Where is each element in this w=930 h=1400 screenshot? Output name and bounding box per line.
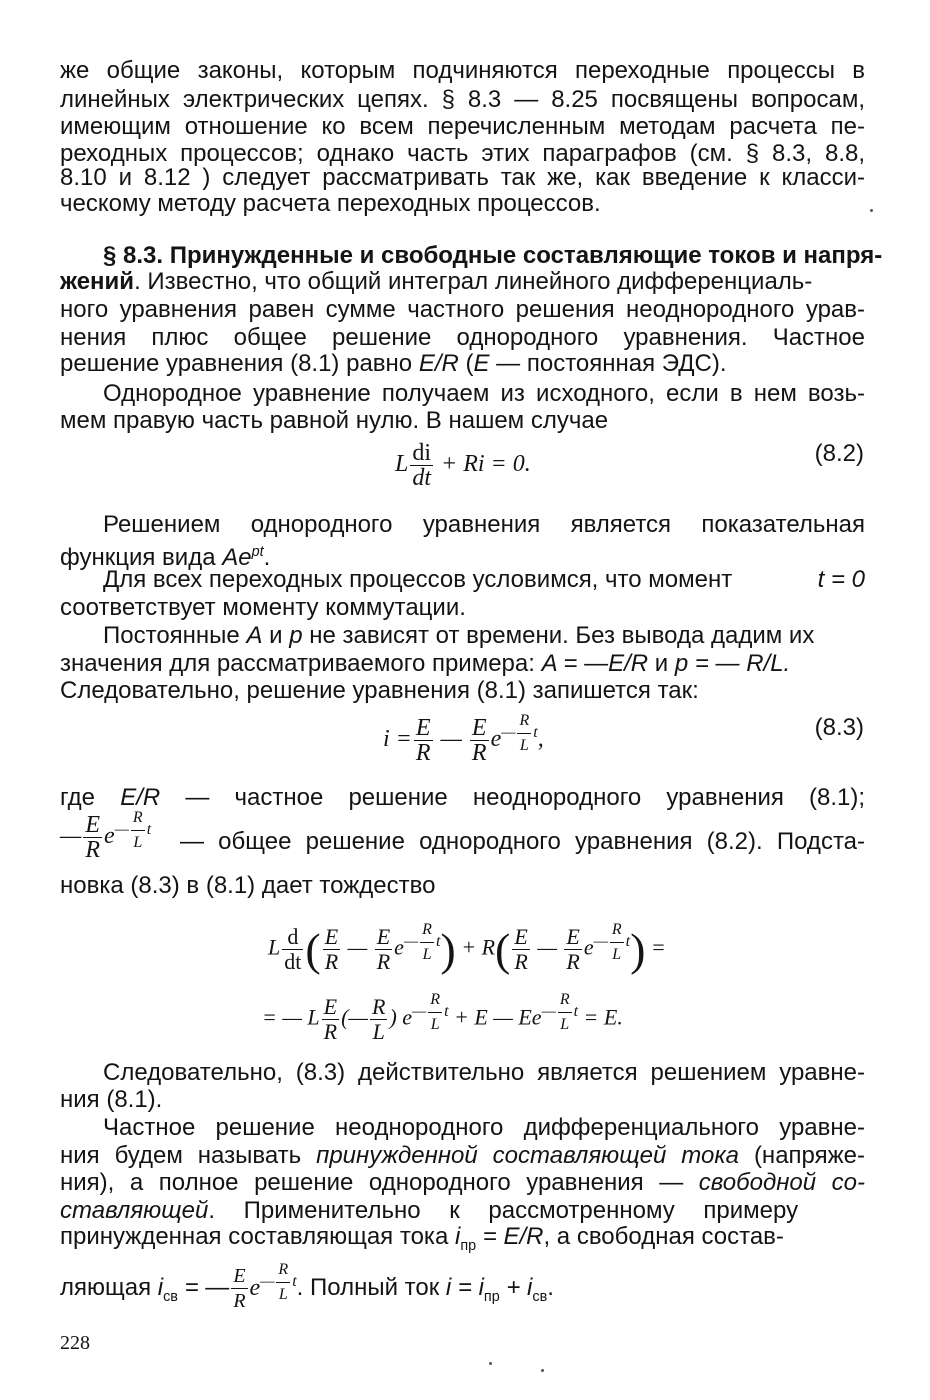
paren-open: (: [305, 923, 321, 975]
text: . Полный ток: [296, 1274, 446, 1302]
numerator: R: [558, 988, 572, 1013]
denominator: L: [422, 946, 432, 963]
eq-minus: —: [531, 934, 563, 960]
math-inline: E: [473, 350, 490, 377]
constants-line: [103, 621, 865, 650]
eq-exponent: [541, 991, 579, 1033]
math-inline: i: [157, 1274, 164, 1302]
text: и: [262, 622, 290, 649]
denominator: dt: [284, 948, 302, 974]
fraction: [564, 925, 581, 974]
eq-exponent: [593, 921, 631, 963]
fraction: [414, 716, 433, 765]
text: — частное решение неоднородного уравнения (8.1);: [185, 784, 866, 811]
fraction: [282, 925, 303, 974]
where-line: — общее решение однородного уравнения (8.2). Подста-: [180, 828, 865, 855]
intro-line: ческому методу расчета переходных процессов.: [60, 190, 601, 217]
math-sub: св: [163, 1288, 178, 1305]
math-inline: i = i: [445, 1274, 484, 1302]
math-sup: pt: [251, 544, 264, 560]
text: . Применительно к рассмотренному примеру: [208, 1197, 799, 1224]
denominator: R: [376, 948, 391, 974]
exp-var: t: [146, 821, 152, 839]
eq-rest: + Ri = 0.: [435, 451, 531, 478]
text: Для всех переходных процессов условимся, что момент: [103, 566, 733, 593]
math-inline: E/R: [418, 350, 459, 377]
equation-8-2: [395, 441, 531, 490]
exp-sign: —: [501, 724, 516, 742]
fraction: [83, 813, 102, 862]
text: функция вида: [60, 544, 223, 571]
numerator: E: [566, 923, 580, 949]
equation-number: (8.3): [814, 714, 864, 741]
denominator: L: [519, 737, 529, 754]
therefore-line: ния (8.1).: [60, 1086, 163, 1113]
fraction: [512, 925, 529, 974]
intro-line: 8.10 и 8.12 ) следует рассматривать так же, как введение к класси-: [60, 164, 865, 191]
identity-line-1: L $\frac{d}{dt}$ ( $\frac{E}{R}$ — $\frac{E}{R}$ $e^{— \frac{R}{L} t}) + R$( $\frac{E}{R}$ — $\frac{E}{R}$ $e^{— \frac{R}{L} t}$) =: [268, 918, 666, 976]
math-inline: p = — R/L.: [674, 650, 791, 677]
eq-lhs: i =: [383, 726, 412, 753]
therefore-line: Следовательно, (8.3) действительно является решением уравне-: [103, 1059, 865, 1086]
math-inline: A: [246, 622, 263, 649]
solution-line: Решением однородного уравнения является показательная: [103, 511, 865, 538]
fraction: [470, 716, 489, 765]
eq-tail: + E — Ee: [448, 1004, 542, 1030]
denominator: L: [278, 1286, 288, 1303]
fraction: [410, 441, 433, 490]
exp-var: t: [625, 933, 631, 951]
where-line: новка (8.3) в (8.1) дает тождество: [60, 872, 436, 899]
numerator: R: [517, 709, 531, 734]
eq-start: = — L: [262, 1004, 320, 1030]
math-inline: + i: [499, 1274, 533, 1302]
text: решение уравнения (8.1) равно: [60, 350, 419, 377]
particular-line: [60, 1141, 865, 1170]
particular-line: [60, 1222, 865, 1261]
eq-symbol: L: [395, 451, 409, 478]
eq-exp-base: e: [249, 1275, 261, 1302]
eq-equals: =: [650, 934, 666, 960]
section-line: [60, 267, 865, 296]
numerator: R: [420, 918, 434, 943]
intro-line: линейных электрических цепях. § 8.3 — 8.25 посвящены вопросам,: [60, 86, 865, 113]
denominator: L: [560, 1016, 570, 1033]
italic-term: принужденной составляющей тока: [316, 1142, 740, 1169]
intro-line: реходных процессов; однако часть этих параграфов (см. § 8.3, 8.8,: [60, 140, 865, 167]
section-line: нения плюс общее решение однородного уравнения. Частное: [60, 324, 865, 351]
numerator: E: [85, 812, 101, 839]
exp-sign: —: [403, 933, 419, 951]
math-inline: A = —E/R: [541, 650, 649, 677]
math-inline: E/R: [120, 784, 161, 811]
moment-line: [103, 565, 865, 594]
section-line: [60, 349, 865, 378]
paren-close: ): [630, 923, 646, 975]
section-line: ного уравнения равен сумме частного решения неоднородного урав-: [60, 296, 865, 323]
eq-exp-base: e: [490, 726, 502, 753]
exp-var: t: [573, 1003, 579, 1021]
numerator: R: [428, 988, 442, 1013]
eq-tail: ,: [537, 726, 544, 753]
text: (: [458, 350, 474, 377]
exp-sign: —: [114, 821, 129, 839]
text: .: [263, 544, 271, 571]
text: где: [60, 784, 121, 811]
denominator: R: [415, 740, 431, 767]
where-line: [60, 783, 865, 812]
exp-sign: —: [541, 1003, 556, 1021]
eq-end: ) e: [389, 1004, 413, 1030]
particular-line: Частное решение неоднородного дифференциального уравне-: [103, 1114, 865, 1141]
text: , а свободная состав-: [543, 1223, 784, 1250]
fraction: [610, 918, 624, 967]
particular-line: [60, 1258, 865, 1317]
eq-mid: (—: [341, 1004, 368, 1030]
equation-8-3: [383, 709, 544, 765]
eq-symbol: R: [481, 934, 496, 960]
math-inline: Ae: [222, 544, 252, 571]
particular-line: [60, 1168, 865, 1197]
scan-speck: [870, 209, 873, 212]
constants-line: Следовательно, решение уравнения (8.1) запишется так:: [60, 677, 699, 704]
math-inline: = —: [177, 1274, 230, 1302]
eq-exponent: [114, 809, 152, 851]
fraction: [276, 1258, 290, 1307]
denominator: L: [372, 1018, 385, 1044]
numerator: di: [412, 440, 432, 466]
text: не зависят от времени. Без вывода дадим их: [302, 622, 815, 649]
denominator: R: [471, 740, 487, 767]
numerator: E: [514, 923, 528, 949]
numerator: E: [376, 923, 391, 949]
exp-var: t: [435, 933, 441, 951]
denominator: R: [514, 948, 528, 974]
exp-var: t: [533, 724, 538, 742]
denominator: L: [133, 834, 143, 851]
fraction: [131, 806, 145, 855]
fraction: [428, 988, 442, 1037]
numerator: E: [415, 715, 431, 742]
math-inline: = E/R: [476, 1223, 544, 1250]
homog-line: Однородное уравнение получаем из исходного, если в нем возь-: [103, 380, 865, 407]
text: ния будем называть: [60, 1142, 317, 1169]
eq-exp-base: e: [583, 934, 594, 960]
numerator: R: [131, 806, 145, 831]
paren-close: ): [440, 923, 456, 975]
fraction: [517, 709, 531, 758]
text: — постоянная ЭДС).: [489, 350, 727, 377]
math-inline: t = 0: [817, 566, 865, 593]
fraction: [420, 918, 434, 967]
section-heading: § 8.3. Принужденные и свободные составляющие токов и напря-: [103, 242, 883, 269]
exp-var: t: [444, 1003, 449, 1021]
numerator: R: [610, 918, 624, 943]
numerator: E: [323, 993, 338, 1019]
eq-minus: —: [434, 726, 468, 753]
numerator: d: [282, 925, 303, 950]
numerator: E: [233, 1265, 246, 1288]
denominator: R: [324, 948, 339, 974]
denominator: L: [430, 1016, 440, 1033]
exp-var: t: [292, 1273, 297, 1291]
homog-line: мем правую часть равной нулю. В нашем случае: [60, 407, 609, 434]
paren-open: (: [495, 923, 511, 975]
eq-minus: —: [342, 934, 373, 960]
fraction: [231, 1264, 247, 1313]
italic-term: ставляющей: [60, 1197, 209, 1224]
eq-exp-base: e: [394, 934, 404, 960]
fraction: [323, 925, 340, 974]
math-sub: пр: [460, 1237, 477, 1254]
exp-sign: —: [412, 1003, 427, 1021]
denominator: R: [566, 948, 580, 974]
where-formula: [60, 806, 151, 862]
numerator: E: [471, 715, 487, 742]
scan-speck: [541, 1369, 544, 1372]
eq-exponent: [260, 1261, 297, 1303]
math-inline: i: [454, 1223, 461, 1250]
eq-minus: —: [60, 823, 82, 850]
particular-line: [60, 1196, 865, 1225]
text: ляющая: [60, 1274, 158, 1302]
intro-line: имеющим отношение ко всем перечисленным методам расчета пе-: [60, 113, 865, 140]
numerator: R: [372, 993, 386, 1019]
eq-exponent: [412, 991, 449, 1033]
math-inline: p: [289, 622, 303, 649]
page-number: 228: [60, 1332, 90, 1354]
numerator: E: [324, 923, 339, 949]
eq-exponent: [403, 921, 441, 963]
moment-line: соответствует моменту коммутации.: [60, 594, 466, 621]
text: принужденная составляющая тока: [60, 1223, 455, 1250]
numerator: R: [276, 1258, 290, 1283]
eq-exponent: [501, 712, 538, 754]
text: ния), а полное решение однородного уравнения —: [60, 1169, 699, 1196]
eq-tail: = E.: [578, 1004, 623, 1030]
equation-number: (8.2): [814, 440, 864, 467]
fraction: [558, 988, 572, 1037]
italic-term: свободной со-: [698, 1169, 865, 1196]
text: значения для рассматриваемого примера:: [60, 650, 542, 677]
scan-speck: [489, 1362, 492, 1365]
denominator: R: [233, 1290, 246, 1313]
denominator: L: [612, 946, 622, 963]
denominator: R: [85, 837, 101, 864]
section-heading-end: жений: [60, 268, 135, 295]
denominator: dt: [412, 465, 432, 491]
exp-sign: —: [260, 1273, 275, 1291]
text: (напряже-: [739, 1142, 866, 1169]
math-sub: пр: [483, 1288, 500, 1305]
eq-exp-base: e: [104, 823, 115, 850]
constants-line: [60, 649, 865, 678]
section-line-text: . Известно, что общий интеграл линейного дифференциаль-: [134, 268, 813, 295]
fraction: [375, 925, 392, 974]
math-sub: св: [532, 1288, 548, 1305]
intro-line: же общие законы, которым подчиняются переходные процессы в: [60, 57, 865, 84]
text: и: [648, 650, 675, 677]
fraction: [370, 995, 387, 1044]
exp-sign: —: [593, 933, 608, 951]
eq-symbol: L: [268, 934, 281, 960]
identity-line-2: [262, 988, 623, 1044]
text: Постоянные: [103, 622, 247, 649]
fraction: [322, 995, 339, 1044]
denominator: R: [323, 1018, 338, 1044]
text: .: [547, 1274, 554, 1302]
